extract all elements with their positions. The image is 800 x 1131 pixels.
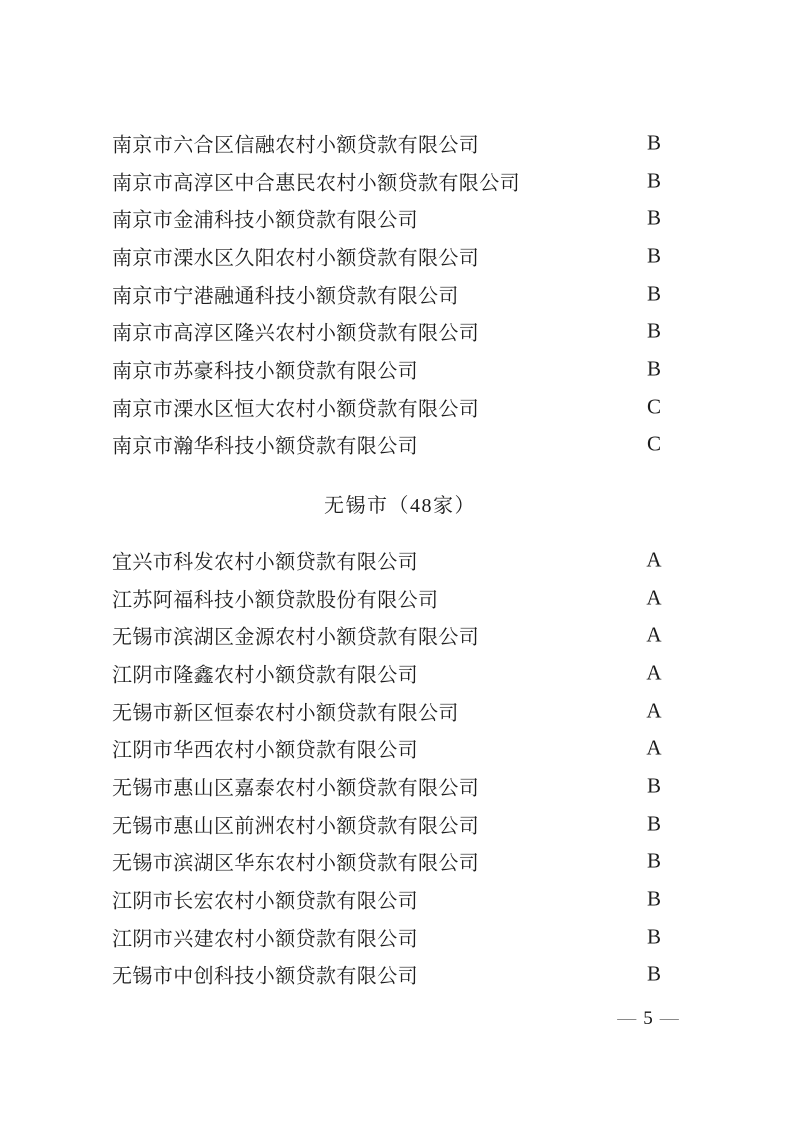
rating-value: A: [646, 698, 662, 723]
company-name: 江阴市华西农村小额贷款有限公司: [112, 739, 418, 762]
nanjing-company-list: [0, 124, 800, 463]
company-name: 无锡市惠山区前洲农村小额贷款有限公司: [112, 815, 480, 838]
page-number-dash-right: —: [659, 1008, 679, 1029]
company-name: 南京市瀚华科技小额贷款有限公司: [112, 435, 418, 458]
page-number-value: 5: [643, 1008, 653, 1029]
company-name: 南京市宁港融通科技小额贷款有限公司: [112, 285, 459, 308]
wuxi-company-list: [0, 541, 800, 993]
company-row: [0, 579, 800, 617]
rating-value: B: [646, 243, 661, 268]
company-name: 无锡市滨湖区华东农村小额贷款有限公司: [112, 852, 480, 875]
rating-value: B: [646, 168, 661, 193]
company-row: [0, 880, 800, 918]
rating-value: A: [646, 585, 662, 610]
company-name: 南京市金浦科技小额贷款有限公司: [112, 209, 418, 232]
company-row: [0, 767, 800, 805]
rating-value: C: [646, 431, 661, 456]
rating-value: B: [646, 773, 661, 798]
company-name: 无锡市中创科技小额贷款有限公司: [112, 965, 418, 988]
company-row: [0, 692, 800, 730]
company-name: 南京市六合区信融农村小额贷款有限公司: [112, 134, 480, 157]
section-title-wuxi: 无锡市（48家）: [324, 495, 476, 517]
company-name: 江阴市长宏农村小额贷款有限公司: [112, 890, 418, 913]
company-name: 宜兴市科发农村小额贷款有限公司: [112, 551, 418, 574]
company-name: 无锡市惠山区嘉泰农村小额贷款有限公司: [112, 777, 480, 800]
company-name: 江阴市兴建农村小额贷款有限公司: [112, 928, 418, 951]
rating-value: A: [646, 622, 662, 647]
company-row: [0, 388, 800, 426]
company-row: [0, 654, 800, 692]
rating-value: A: [646, 735, 662, 760]
company-name: 南京市高淳区中合惠民农村小额贷款有限公司: [112, 172, 520, 195]
rating-value: A: [646, 547, 662, 572]
page-number: [578, 1008, 718, 1030]
rating-value: B: [646, 811, 661, 836]
rating-value: B: [646, 961, 661, 986]
company-name: 南京市苏豪科技小额贷款有限公司: [112, 360, 418, 383]
company-row: [0, 237, 800, 275]
rating-value: B: [646, 886, 661, 911]
company-name: 无锡市滨湖区金源农村小额贷款有限公司: [112, 626, 480, 649]
company-name: 南京市溧水区恒大农村小额贷款有限公司: [112, 398, 480, 421]
company-row: [0, 616, 800, 654]
rating-value: B: [646, 848, 661, 873]
company-name: 江苏阿福科技小额贷款股份有限公司: [112, 589, 439, 612]
rating-value: B: [646, 318, 661, 343]
company-row: [0, 350, 800, 388]
company-name: 江阴市隆鑫农村小额贷款有限公司: [112, 664, 418, 687]
rating-value: B: [646, 356, 661, 381]
company-name: 南京市高淳区隆兴农村小额贷款有限公司: [112, 322, 480, 345]
company-row: [0, 956, 800, 994]
page-number-dash-left: —: [617, 1008, 637, 1029]
company-row: [0, 162, 800, 200]
rating-value: C: [646, 394, 661, 419]
company-row: [0, 426, 800, 464]
rating-value: A: [646, 660, 662, 685]
rating-value: B: [646, 205, 661, 230]
company-row: [0, 729, 800, 767]
company-row: [0, 918, 800, 956]
rating-value: B: [646, 924, 661, 949]
company-name: 无锡市新区恒泰农村小额贷款有限公司: [112, 702, 459, 725]
company-row: [0, 312, 800, 350]
company-row: [0, 124, 800, 162]
company-row: [0, 541, 800, 579]
company-row: [0, 805, 800, 843]
company-name: 南京市溧水区久阳农村小额贷款有限公司: [112, 247, 480, 270]
company-row: [0, 275, 800, 313]
company-row: [0, 199, 800, 237]
rating-value: B: [646, 130, 661, 155]
company-row: [0, 843, 800, 881]
rating-value: B: [646, 281, 661, 306]
